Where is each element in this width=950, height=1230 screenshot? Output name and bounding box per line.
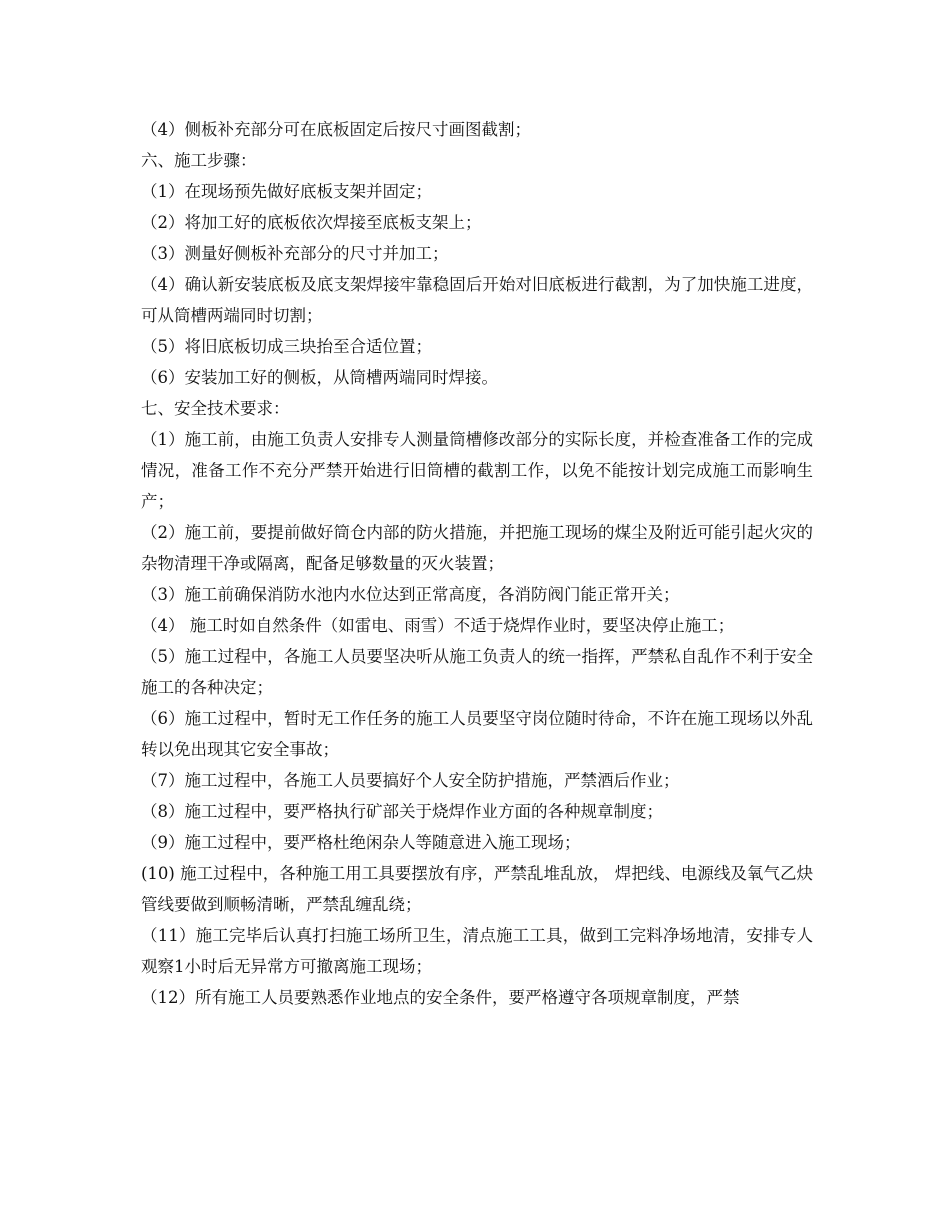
safety-item-12: （12）所有施工人员要熟悉作业地点的安全条件，要严格遵守各项规章制度，严禁 (141, 988, 740, 1007)
safety-item-3: （3）施工前确保消防水池内水位达到正常高度，各消防阀门能正常开关； (141, 585, 680, 604)
safety-item-1: （1）施工前，由施工负责人安排专人测量筒槽修改部分的实际长度，并检查准备工作的完成情况，准备工作不充分严禁开始进行旧筒槽的截割工作，以免不能按计划完成施工而影响生产； (141, 430, 813, 511)
safety-item-11: （11）施工完毕后认真打扫施工场所卫生，清点施工工具，做到工完料净场地清，安排专人观察1小时后无异常方可撤离施工现场； (141, 926, 813, 976)
step-item-2: （2）将加工好的底板依次焊接至底板支架上； (141, 213, 482, 232)
paragraph-side-plate-cutting: （4）侧板补充部分可在底板固定后按尺寸画图截割； (141, 120, 531, 139)
safety-item-4: （4） 施工时如自然条件（如雷电、雨雪）不适于烧焊作业时，要坚决停止施工； (141, 616, 735, 635)
safety-item-2: （2）施工前，要提前做好筒仓内部的防火措施，并把施工现场的煤尘及附近可能引起火灾的杂物清理干净或隔离，配备足够数量的灭火装置； (141, 523, 813, 573)
safety-item-7: （7）施工过程中，各施工人员要搞好个人安全防护措施，严禁酒后作业； (141, 771, 680, 790)
document-body (141, 114, 813, 1013)
safety-item-6: （6）施工过程中，暂时无工作任务的施工人员要坚守岗位随时待命，不许在施工现场以外乱转以免出现其它安全事故； (141, 709, 813, 759)
step-item-1: （1）在现场预先做好底板支架并固定； (141, 182, 432, 201)
step-item-4: （4）确认新安装底板及底支架焊接牢靠稳固后开始对旧底板进行截割，为了加快施工进度，可从筒槽两端同时切割； (141, 275, 813, 325)
safety-item-10: (10) 施工过程中，各种施工用工具要摆放有序，严禁乱堆乱放， 焊把线、电源线及氧气乙炔管线要做到顺畅清晰，严禁乱缠乱绕； (141, 864, 813, 914)
section-heading-safety-requirements: 七、安全技术要求： (141, 399, 290, 418)
step-item-5: （5）将旧底板切成三块抬至合适位置； (141, 337, 432, 356)
safety-item-5: （5）施工过程中，各施工人员要坚决听从施工负责人的统一指挥，严禁私自乱作不利于安全施工的各种决定； (141, 647, 813, 697)
section-heading-construction-steps: 六、施工步骤： (141, 151, 257, 170)
step-item-6: （6）安装加工好的侧板，从筒槽两端同时焊接。 (141, 368, 498, 387)
safety-item-9: （9）施工过程中，要严格杜绝闲杂人等随意进入施工现场； (141, 833, 581, 852)
safety-item-8: （8）施工过程中，要严格执行矿部关于烧焊作业方面的各种规章制度； (141, 802, 663, 821)
step-item-3: （3）测量好侧板补充部分的尺寸并加工； (141, 244, 449, 263)
